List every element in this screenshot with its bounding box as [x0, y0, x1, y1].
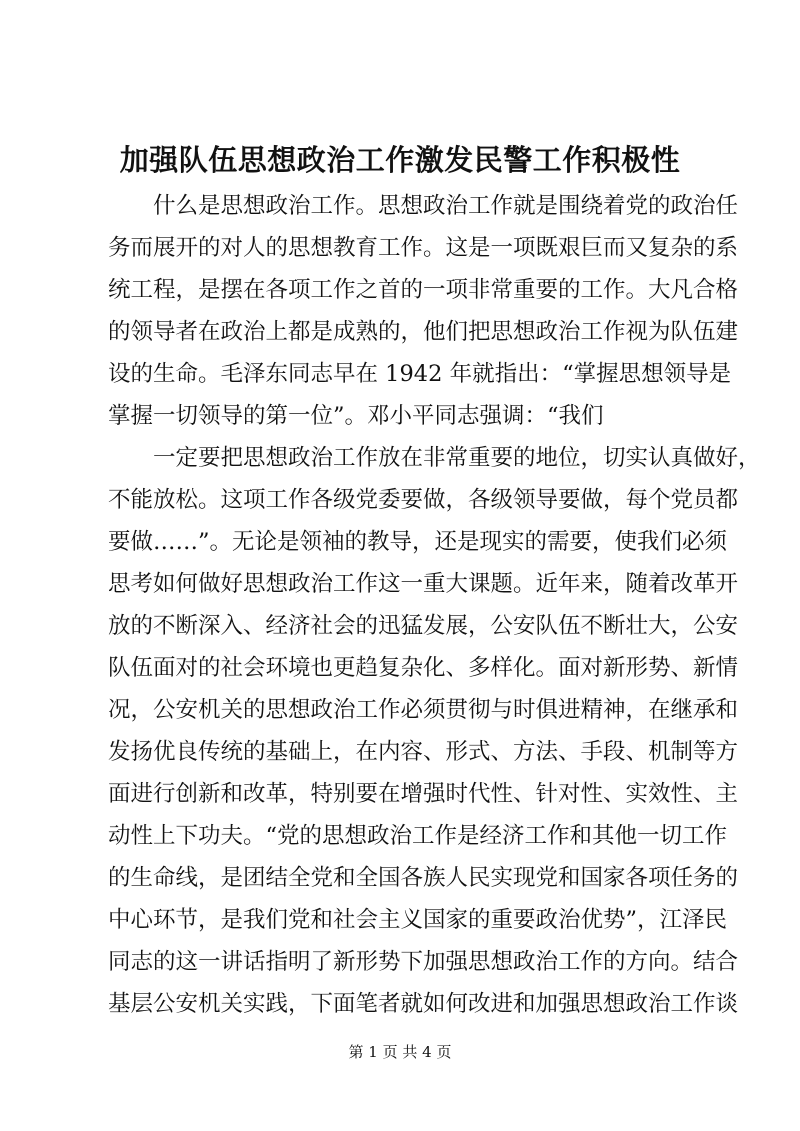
paragraph-line: 一定要把思想政治工作放在非常重要的地位，切实认真做好， — [153, 445, 761, 471]
document-title: 加强队伍思想政治工作激发民警工作积极性 — [119, 143, 681, 177]
paragraph-line: 况，公安机关的思想政治工作必须贯彻与时俱进精神，在继承和 — [108, 697, 739, 723]
paragraph-line: 发扬优良传统的基础上，在内容、形式、方法、手段、机制等方 — [108, 739, 739, 765]
paragraph-line: 的生命线，是团结全党和全国各族人民实现党和国家各项任务的 — [108, 865, 739, 891]
paragraph-line: 统工程，是摆在各项工作之首的一项非常重要的工作。大凡合格 — [108, 277, 739, 303]
paragraph-line: 中心环节，是我们党和社会主义国家的重要政治优势”，江泽民 — [108, 907, 728, 933]
paragraph-line: 掌握一切领导的第一位”。邓小平同志强调：“我们 — [108, 403, 604, 429]
paragraph-line: 设的生命。毛泽东同志早在 1942 年就指出：“掌握思想领导是 — [108, 361, 732, 387]
paragraph-line: 同志的这一讲话指明了新形势下加强思想政治工作的方向。结合 — [108, 949, 739, 975]
paragraph-line: 的领导者在政治上都是成熟的，他们把思想政治工作视为队伍建 — [108, 319, 739, 345]
paragraph-line: 队伍面对的社会环境也更趋复杂化、多样化。面对新形势、新情 — [108, 655, 739, 681]
paragraph-line: 基层公安机关实践，下面笔者就如何改进和加强思想政治工作谈 — [108, 991, 739, 1017]
page-number-footer: 第 1 页 共 4 页 — [348, 1043, 452, 1061]
paragraph-line: 什么是思想政治工作。思想政治工作就是围绕着党的政治任 — [153, 193, 739, 219]
paragraph-line: 面进行创新和改革，特别要在增强时代性、针对性、实效性、主 — [108, 781, 739, 807]
paragraph-line: 放的不断深入、经济社会的迅猛发展，公安队伍不断壮大，公安 — [108, 613, 739, 639]
paragraph-line: 动性上下功夫。“党的思想政治工作是经济工作和其他一切工作 — [108, 823, 728, 849]
paragraph-line: 不能放松。这项工作各级党委要做，各级领导要做，每个党员都 — [108, 487, 739, 513]
document-body — [108, 185, 761, 1025]
paragraph-line: 务而展开的对人的思想教育工作。这是一项既艰巨而又复杂的系 — [108, 235, 739, 261]
paragraph-line: 要做……”。无论是领袖的教导，还是现实的需要，使我们必须 — [108, 529, 728, 555]
paragraph-line: 思考如何做好思想政治工作这一重大课题。近年来，随着改革开 — [108, 571, 739, 597]
